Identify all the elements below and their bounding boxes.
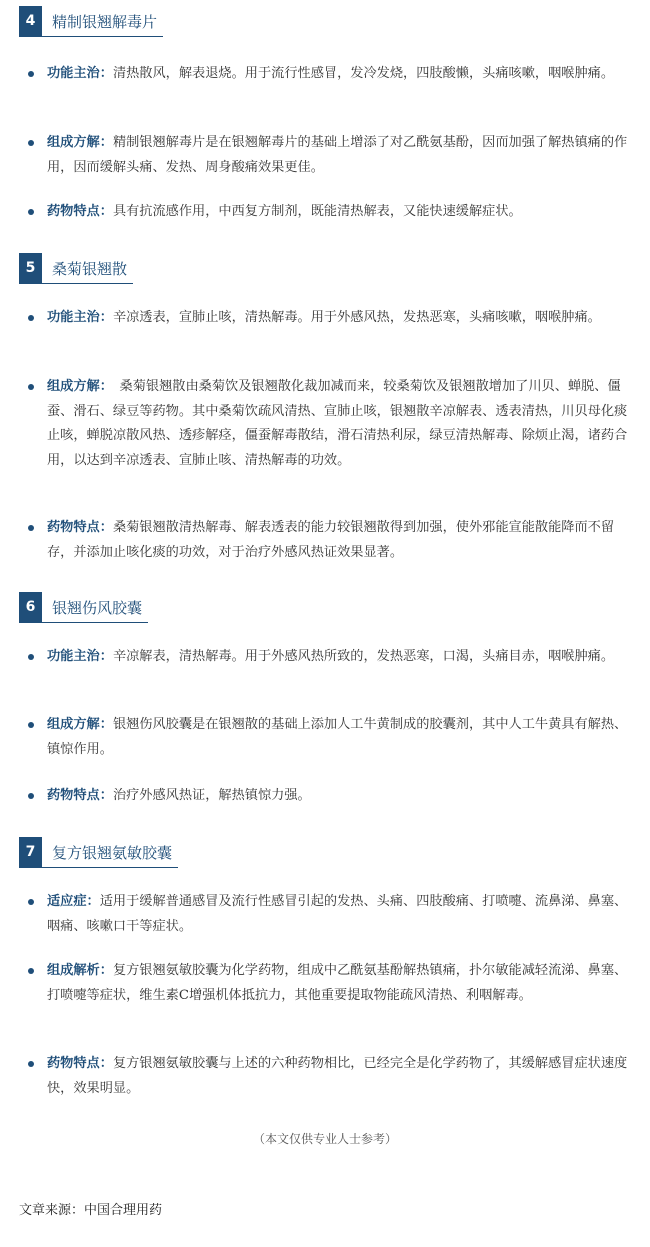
section-title: 精制银翘解毒片 bbox=[52, 12, 158, 31]
list-item bbox=[28, 1052, 638, 1101]
bullet-icon bbox=[28, 140, 34, 146]
item-label: 组成方解： bbox=[47, 135, 113, 150]
list-item bbox=[28, 645, 638, 670]
bullet-icon bbox=[28, 722, 34, 728]
item-text: 辛凉解表，清热解毒。用于外感风热所致的，发热恶寒，口渴，头痛目赤，咽喉肿痛。 bbox=[112, 649, 615, 664]
bullet-icon bbox=[28, 968, 34, 974]
section-number: 5 bbox=[19, 253, 42, 283]
item-text: 复方银翘氨敏胶囊为化学药物，组成中乙酰氨基酚解热镇痛，扑尔敏能减轻流涕、鼻塞、打喷嚏等症状，维生素C增强机体抵抗力，其他重要提取物能疏风清热、利咽解毒。 bbox=[47, 963, 628, 1003]
disclaimer-note: （本文仅供专业人士参考） bbox=[252, 1132, 397, 1146]
item-label: 药物特点： bbox=[47, 204, 113, 219]
list-item bbox=[28, 62, 638, 87]
item-text: 精制银翘解毒片是在银翘解毒片的基础上增添了对乙酰氨基酚，因而加强了解热镇痛的作用，因而缓解头痛、发热、周身酸痛效果更佳。 bbox=[47, 135, 628, 175]
item-label: 功能主治： bbox=[47, 649, 113, 664]
section-header bbox=[19, 253, 133, 284]
item-text: 复方银翘氨敏胶囊与上述的六种药物相比，已经完全是化学药物了，其缓解感冒症状速度快，效果明显。 bbox=[47, 1056, 628, 1096]
item-label: 药物特点： bbox=[47, 1056, 113, 1071]
list-item bbox=[28, 784, 638, 809]
item-text: 桑菊银翘散清热解毒、解表透表的能力较银翘散得到加强，使外邪能宣能散能降而不留存，并添加止咳化痰的功效，对于治疗外感风热证效果显著。 bbox=[47, 520, 615, 560]
list-item bbox=[28, 890, 638, 939]
section-header bbox=[19, 6, 163, 37]
list-item bbox=[28, 959, 638, 1008]
section-title: 桑菊银翘散 bbox=[52, 259, 128, 278]
list-item bbox=[28, 200, 638, 225]
section-header bbox=[19, 837, 178, 868]
list-item bbox=[28, 375, 638, 473]
bullet-icon bbox=[28, 209, 34, 215]
list-item bbox=[28, 306, 638, 331]
item-label: 药物特点： bbox=[47, 520, 113, 535]
bullet-icon bbox=[28, 384, 34, 390]
bullet-icon bbox=[28, 654, 34, 660]
bullet-icon bbox=[28, 1061, 34, 1067]
item-label: 功能主治： bbox=[47, 66, 113, 81]
section-title: 银翘伤风胶囊 bbox=[52, 598, 143, 617]
item-label: 功能主治： bbox=[47, 310, 113, 325]
item-label: 组成方解： bbox=[47, 717, 113, 732]
bullet-icon bbox=[28, 525, 34, 531]
section-number: 4 bbox=[19, 6, 42, 36]
section-title: 复方银翘氨敏胶囊 bbox=[52, 843, 173, 862]
item-text: 辛凉透表，宣肺止咳，清热解毒。用于外感风热，发热恶寒，头痛咳嗽，咽喉肿痛。 bbox=[112, 310, 601, 325]
list-item bbox=[28, 713, 638, 762]
bullet-icon bbox=[28, 71, 34, 77]
item-label: 适应症： bbox=[47, 894, 100, 909]
item-text: 桑菊银翘散由桑菊饮及银翘散化裁加减而来，较桑菊饮及银翘散增加了川贝、蝉脱、僵蚕、滑石、绿豆等药物。其中桑菊饮疏风清热、宣肺止咳，银翘散辛凉解表、透表清热，川贝母化痰止咳，蝉脱凉散风热、透疹解痉，僵蚕解毒散结，滑石清热利尿，绿豆清热解毒、除烦止渴，诸药合用，以达到辛凉透表、宣肺止咳、清热解毒的功效。 bbox=[47, 379, 628, 468]
item-label: 组成解析： bbox=[47, 963, 113, 978]
bullet-icon bbox=[28, 899, 34, 905]
list-item bbox=[28, 131, 638, 180]
item-text: 具有抗流感作用，中西复方制剂，既能清热解表，又能快速缓解症状。 bbox=[112, 204, 522, 219]
item-label: 组成方解： bbox=[47, 379, 107, 394]
bullet-icon bbox=[28, 793, 34, 799]
item-text: 适用于缓解普通感冒及流行性感冒引起的发热、头痛、四肢酸痛、打喷嚏、流鼻涕、鼻塞、咽痛、咳嗽口干等症状。 bbox=[47, 894, 628, 934]
item-text: 治疗外感风热证，解热镇惊力强。 bbox=[112, 788, 311, 803]
list-item bbox=[28, 516, 638, 565]
item-text: 清热散风，解表退烧。用于流行性感冒，发冷发烧，四肢酸懒，头痛咳嗽，咽喉肿痛。 bbox=[112, 66, 615, 81]
item-text: 银翘伤风胶囊是在银翘散的基础上添加人工牛黄制成的胶囊剂，其中人工牛黄具有解热、镇惊作用。 bbox=[47, 717, 628, 757]
bullet-icon bbox=[28, 315, 34, 321]
item-label: 药物特点： bbox=[47, 788, 113, 803]
article-source: 文章来源：中国合理用药 bbox=[19, 1203, 163, 1218]
section-number: 7 bbox=[19, 837, 42, 867]
section-number: 6 bbox=[19, 592, 42, 622]
section-header bbox=[19, 592, 148, 623]
